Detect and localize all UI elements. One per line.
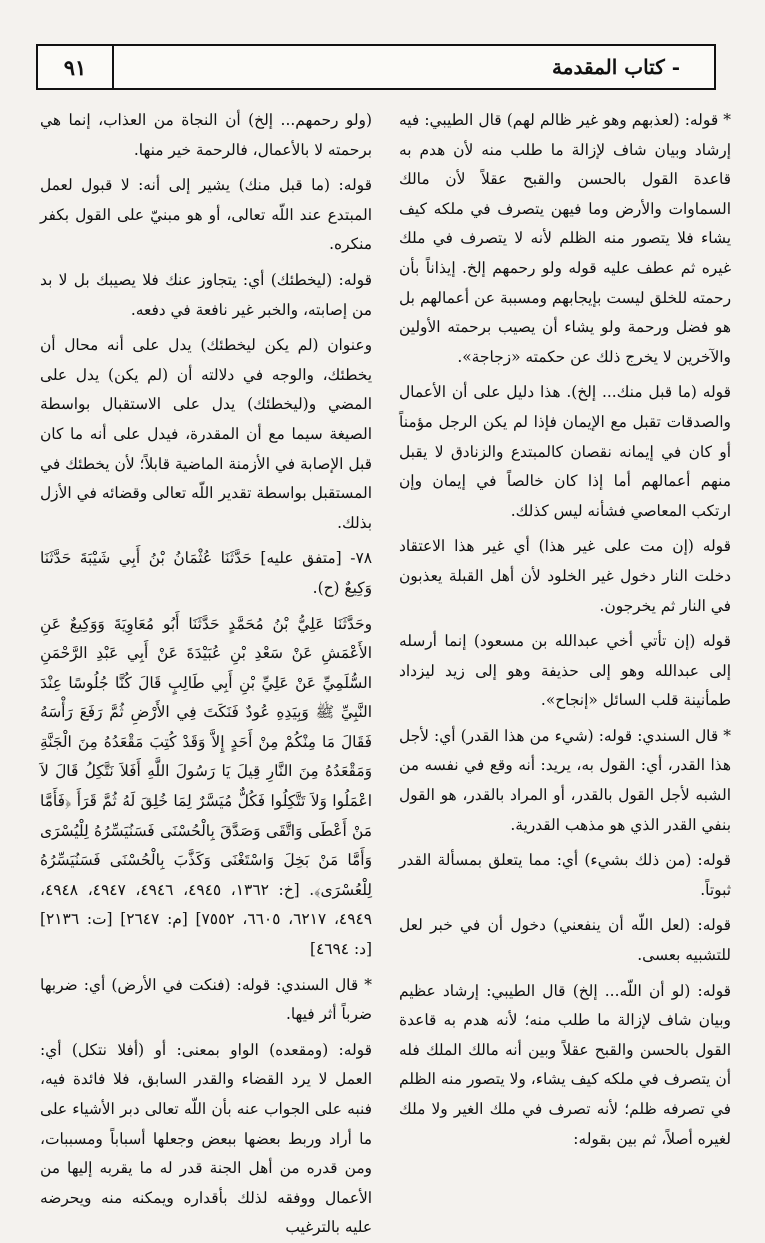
paragraph: قوله: (لو أن اللّه... إلخ) قال الطيبي: إرشاد عظيم وبيان شاف لإزالة ما طلب منه؛ لأنه هدم به قاعدة القول بالحسن والقبح عقلاً وبين أنه مالك الملك فله أن يتصرف في ملكه كيف يشاء، ولا يتصور منه الظلم في تصرفه ظلم؛ لأنه تصرف في ملك الغير ولا ملك لغيره أصلاً، ثم بين بقوله: xyxy=(399,981,731,1148)
paragraph: قوله (ما قبل منك... إلخ). هذا دليل على أن الأعمال والصدقات تقبل مع الإيمان فإذا لم يكن الرجل مؤمناً أو كان في إيمانه نقصان كالمبتدع والزنادق لا يقبل منهم أعمالهم أما إذا كان خالصاً في إيمان وإن ارتكب المعاصي فشأنه ليس كذلك. xyxy=(399,383,731,520)
paragraph: قوله: (ليخطئك) أي: يتجاوز عنك فلا يصيبك بل لا بد من إصابته، والخبر غير نافعة في دفعه. xyxy=(40,270,372,319)
paragraph: (ولو رحمهم... إلخ) أن النجاة من العذاب، إنما هي برحمته لا بالأعمال، فالرحمة خير منها. xyxy=(40,111,372,159)
paragraph: قوله: (ما قبل منك) يشير إلى أنه: لا قبول لعمل المبتدع عند اللّه تعالى، أو هو مبنيّ على القول بكفر منكره. xyxy=(40,176,372,254)
paragraph: * قال السندي: قوله: (فنكت في الأرض) أي: ضربها ضرباً أثر فيها. xyxy=(40,975,372,1024)
paragraph: قوله (إن مت على غير هذا) أي غير هذا الاعتقاد دخلت النار دخول غير الخلود لأن أهل القبلة يعذبون في النار ثم يخرجون. xyxy=(399,537,731,615)
page-header xyxy=(36,44,716,90)
paragraph: قوله: (ومقعده) الواو بمعنى: أو (أفلا نتكل) أي: العمل لا يرد القضاء والقدر السابق، فلا فائدة فيه، فنبه على الجواب عنه بأن اللّه تعالى دبر الأشياء على ما أراد وربط بعضها ببعض وجعلها أسباباً ومسببات، ومن قدره من أهل الجنة قدر له ما يقربه إليها من الأعمال ووفقه لذلك بأقداره ويمكنه منه ويحرضه عليه بالترغيب xyxy=(40,1040,372,1237)
page-number: ٩١ xyxy=(38,46,114,88)
paragraph: قوله: (لعل اللّه أن ينفعني) دخول أن في خبر لعل للتشبيه بعسى. xyxy=(399,916,731,965)
paragraph: * قال السندي: قوله: (شيء من هذا القدر) أي: لأجل هذا القدر، أي: القول به، يريد: أنه وقع في نفسه من الشبه لأجل القول بالقدر، أو المراد بالقدر، هو القول بنفي القدر الذي هو مذهب القدرية. xyxy=(399,726,731,834)
hadith-text: وحَدَّثَنَا عَلِيُّ بْنُ مُحَمَّدٍ حَدَّثَنَا أَبُو مُعَاوِيَةَ وَوَكِيعٌ عَنِ الأَعْمَشِ عَنْ سَعْدِ بْنِ عُبَيْدَةَ عَنْ أَبِي عَبْدِ الرَّحْمَنِ السُّلَمِيِّ عَنْ عَلِيِّ بْنِ أَبِي طَالِبٍ قَالَ كُنَّا جُلُوسًا عِنْدَ النَّبِيِّ ﷺ وَبِيَدِهِ عُودٌ فَنَكَتَ فِي الأَرْضِ ثُمَّ رَفَعَ رَأْسَهُ فَقَالَ مَا مِنْكُمْ مِنْ أَحَدٍ إِلاَّ وَقَدْ كُتِبَ مَقْعَدُهُ مِنَ الْجَنَّةِ وَمَقْعَدُهُ مِنَ النَّارِ قِيلَ يَا رَسُولَ اللَّهِ أَفَلاَ نَتَّكِلُ قَالَ لاَ اعْمَلُوا وَلاَ تَتَّكِلُوا فَكُلٌّ مُيَسَّرٌ لِمَا خُلِقَ لَهُ ثُمَّ قَرَأَ ﴿فَأَمَّا مَنْ أَعْطَى وَاتَّقَى وَصَدَّقَ بِالْحُسْنَى فَسَنُيَسِّرُهُ لِلْيُسْرَى وَأَمَّا مَنْ بَخِلَ وَاسْتَغْنَى وَكَذَّبَ بِالْحُسْنَى فَسَنُيَسِّرُهُ لِلْعُسْرَى﴾. [خ: ١٣٦٢، ٤٩٤٥، ٤٩٤٦، ٤٩٤٧، ٤٩٤٨، ٤٩٤٩، ٦٢١٧، ٦٦٠٥، ٧٥٥٢] [م: ٢٦٤٧] [ت: ٢١٣٦] [د: ٤٦٩٤] xyxy=(40,614,372,959)
running-title: - كتاب المقدمة xyxy=(552,55,680,79)
left-column xyxy=(40,106,372,1237)
paragraph: وعنوان (لم يكن ليخطئك) يدل على أنه محال أن يخطئك، والوجه في دلالته أن (لم يكن) يدل على المضي و(ليخطئك) يدل على الاستقبال بواسطة الصيغة سيما مع أن المقدرة، فيدل على أنه ما كان قبل الإصابة في الأزمنة الماضية قابلاً؛ لأن يخطئك في المستقبل بواسطة تقدير اللّه تعالى وقضائه في الأزل بذلك. xyxy=(40,336,372,532)
paragraph: قوله (إن تأتي أخي عبدالله بن مسعود) إنما أرسله إلى عبدالله وهو إلى حذيفة وهو إلى زيد ليزداد طمأنينة قلب السائل «إنجاح». xyxy=(399,632,731,710)
right-column xyxy=(399,106,731,1148)
paragraph: قوله: (من ذلك بشيء) أي: مما يتعلق بمسألة القدر ثبوتاً. xyxy=(399,851,731,899)
hadith-heading: ٧٨- [متفق عليه] حَدَّثَنَا عُثْمَانُ بْنُ أَبِي شَيْبَةَ حَدَّثَنَا وَكِيعٌ (ح). xyxy=(40,549,372,597)
paragraph: * قوله: (لعذبهم وهو غير ظالم لهم) قال الطيبي: فيه إرشاد وبيان شاف لإزالة ما طلب منه لأن هدم به قاعدة القول بالحسن والقبح عقلاً لأن مالك السماوات والأرض وما فيهن يتصرف في ملكه كيف يشاء فلا يتصور منه الظلم لأنه لا يتصرف في ملك غيره ثم عطف عليه قوله ولو رحمهم إلخ. إيذاناً بأن رحمته للخلق ليست بإيجابهم ومسببة عن أعمالهم بل هو فضل ورحمة ولو يشاء أن يصيب برحمته الأولين والآخرين لا يخرج ذلك عن حكمته «زجاجة». xyxy=(399,111,731,366)
